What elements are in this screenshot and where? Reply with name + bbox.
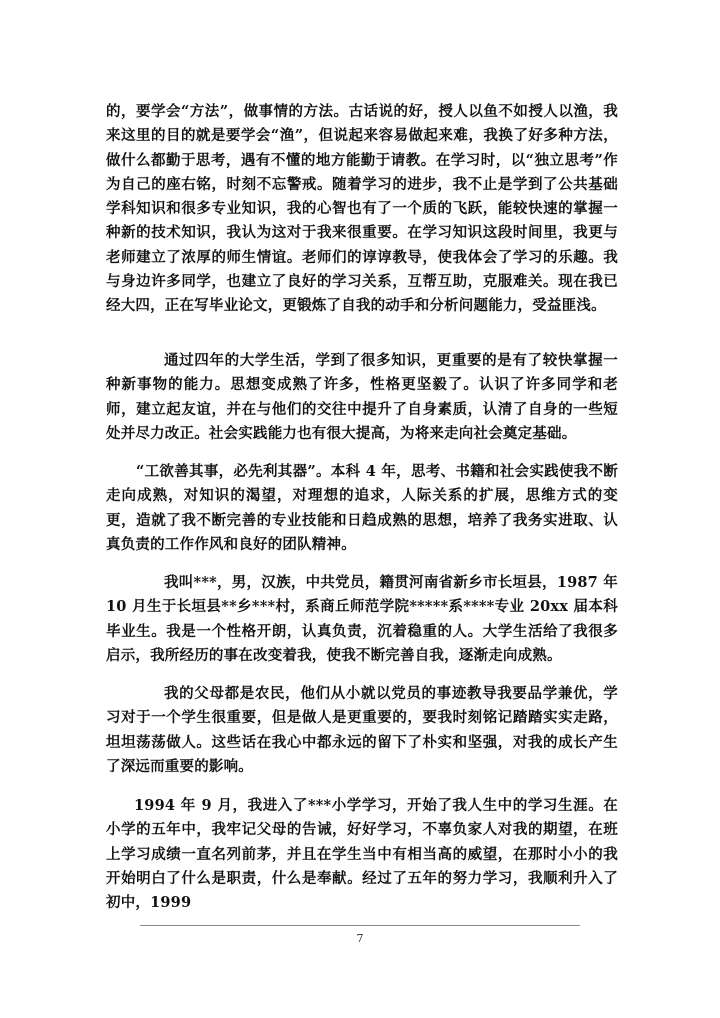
paragraph-5: 我的父母都是农民，他们从小就以党员的事迹教导我要品学兼优，学习对于一个学生很重要，但是做人是更重要的，要我时刻铭记踏踏实实走路，坦坦荡荡做人。这些话在我心中都永远的留下了朴实和坚强，对我的成长产生了深远而重要的影响。 (106, 685, 618, 775)
paragraph-2: 通过四年的大学生活，学到了很多知识，更重要的是有了较快掌握一种新事物的能力。思想变成熟了许多，性格更坚毅了。认识了许多同学和老师，建立起友谊，并在与他们的交往中提升了自身素质，认清了自身的一些短处并尽力改正。社会实践能力也有很大提高，为将来走向社会奠定基础。 (106, 352, 618, 442)
paragraph-1: 的，要学会“方法”，做事情的方法。古话说的好，授人以鱼不如授人以渔，我来这里的目的就是要学会“渔”，但说起来容易做起来难，我换了好多种方法，做什么都勤于思考，遇有不懂的地方能勤于请教。在学习时，以“独立思考”作为自己的座右铭，时刻不忘警戒。随着学习的进步，我不止是学到了公共基础学科知识和很多专业知识，我的心智也有了一个质的飞跃，能较快速的掌握一种新的技术知识，我认为这对于我来很重要。在学习知识这段时间里，我更与老师建立了浓厚的师生情谊。老师们的谆谆教导，使我体会了学习的乐趣。我与身边许多同学，也建立了良好的学习关系，互帮互助，克服难关。现在我已经大四，正在写毕业论文，更锻炼了自我的动手和分析问题能力，受益匪浅。 (106, 103, 618, 315)
page-number: 7 (356, 932, 364, 945)
paragraph-6: 1994 年 9 月，我进入了***小学学习，开始了我人生中的学习生涯。在小学的五年中，我牢记父母的告诫，好好学习，不辜负家人对我的期望，在班上学习成绩一直名列前茅，并且在学生当中有相当高的威望，在那时小小的我开始明白了什么是职责，什么是奉献。经过了五年的努力学习，我顺利升入了初中，1999 (106, 797, 618, 912)
footer-divider (140, 925, 580, 926)
paragraph-3: “工欲善其事，必先利其器”。本科 4 年，思考、书籍和社会实践使我不断走向成熟，对知识的渴望，对理想的追求，人际关系的扩展，思维方式的变更，造就了我不断完善的专业技能和日趋成熟的思想，培养了我务实进取、认真负责的工作作风和良好的团队精神。 (106, 463, 618, 553)
paragraph-4: 我叫***，男，汉族，中共党员，籍贯河南省新乡市长垣县，1987 年 10 月生于长垣县**乡***村，系商丘师范学院*****系****专业 20xx 届本科毕业生。我是一个性格开朗，认真负责，沉着稳重的人。大学生活给了我很多启示，我所经历的事在改变着我，使我不断完善自我，逐渐走向成熟。 (106, 574, 618, 664)
